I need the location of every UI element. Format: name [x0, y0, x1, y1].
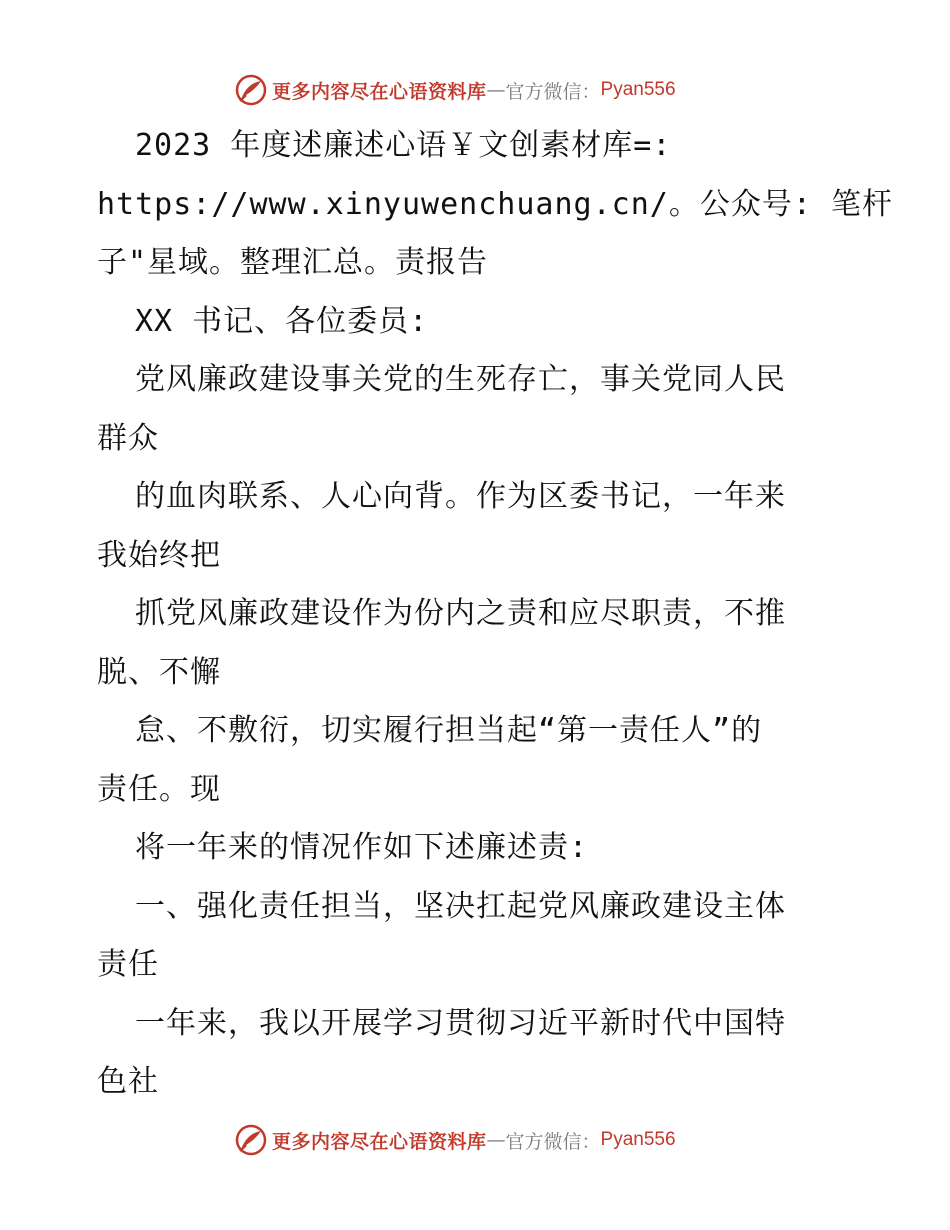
doc-line: 怠、不敷衍，切实履行担当起“第一责任人”的: [135, 713, 763, 748]
banner-slogan: 更多内容尽在心语资料库: [272, 1130, 487, 1153]
doc-line: 色社: [97, 1064, 159, 1099]
doc-line: 将一年来的情况作如下述廉述责:: [135, 830, 589, 865]
doc-line: 抓党风廉政建设作为份内之责和应尽职责，不推: [135, 596, 786, 631]
pen-nib-logo-icon: [234, 1123, 268, 1157]
footer-watermark-banner: [0, 1120, 950, 1160]
doc-line: 一、强化责任担当，坚决扛起党风廉政建设主体: [135, 888, 786, 924]
doc-line: 的血肉联系、人心向背。作为区委书记，一年来: [135, 479, 786, 514]
document-body: [97, 117, 893, 1112]
doc-line: 我始终把: [97, 537, 221, 573]
banner-wechat-id: Pyan556: [600, 79, 676, 100]
doc-line: XX 书记、各位委员:: [135, 303, 429, 339]
doc-line: 责任: [97, 947, 159, 982]
doc-line: 群众: [97, 420, 159, 456]
header-watermark-banner: [0, 70, 950, 110]
banner-wechat-label: 官方微信：: [505, 1130, 601, 1153]
doc-line: 一年来，我以开展学习贯彻习近平新时代中国特: [135, 1005, 786, 1041]
doc-line: 脱、不懈: [97, 654, 221, 690]
doc-line: 2023 年度述廉述心语￥文创素材库=:: [135, 128, 672, 163]
banner-dash: —: [486, 79, 506, 101]
banner-slogan: 更多内容尽在心语资料库: [272, 80, 487, 103]
doc-line: https://www.xinyuwenchuang.cn/。公众号: 笔杆: [97, 186, 893, 222]
doc-line: 子"星域。整理汇总。责报告: [97, 245, 489, 280]
pen-nib-logo-icon: [234, 73, 268, 107]
doc-line: 责任。现: [97, 771, 221, 807]
banner-dash: —: [486, 1129, 506, 1151]
doc-line: 党风廉政建设事关党的生死存亡，事关党同人民: [135, 362, 786, 397]
banner-wechat-id: Pyan556: [600, 1129, 676, 1150]
banner-wechat-label: 官方微信：: [505, 80, 601, 103]
